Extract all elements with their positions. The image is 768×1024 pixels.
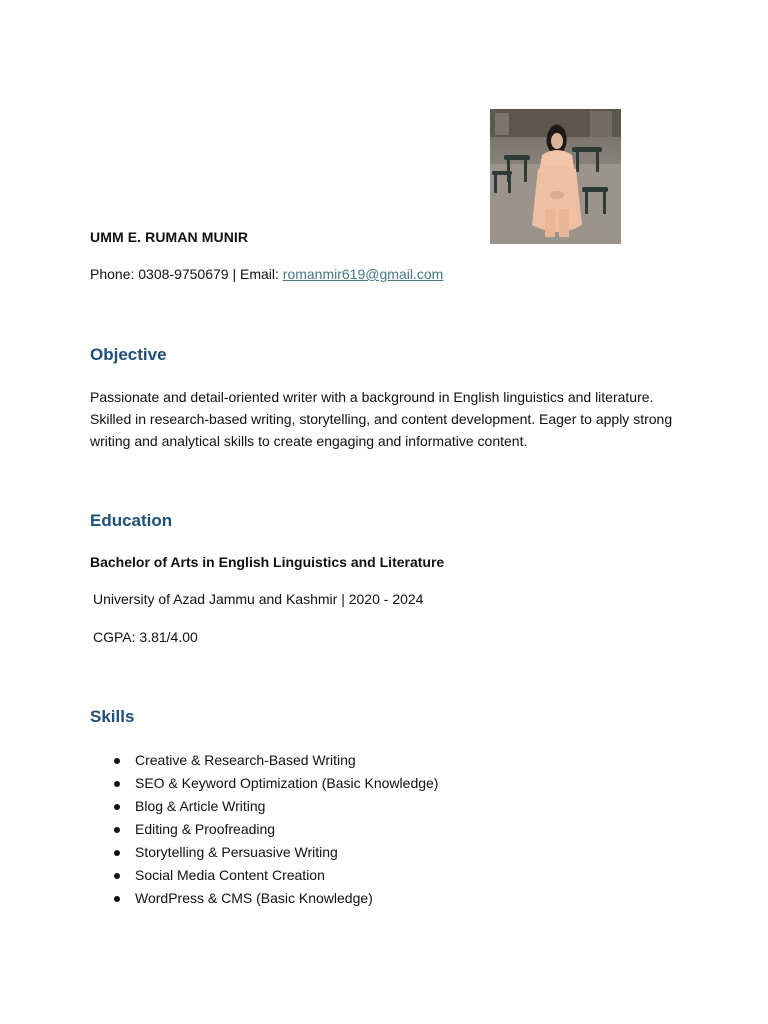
skill-item: Blog & Article Writing	[112, 795, 438, 818]
phone-text: Phone: 0308-9750679 | Email:	[90, 266, 283, 282]
email-link[interactable]: romanmir619@gmail.com	[282, 266, 444, 282]
objective-text: Passionate and detail-oriented writer with a background in English linguistics and literature. Skilled in research-based writing, storytelling, and content development. Eager to apply strong writing and analytical skills to create engaging and informative content.	[90, 389, 673, 449]
skill-item: Creative & Research-Based Writing	[112, 749, 438, 772]
contact-line	[90, 266, 443, 282]
skills-list	[112, 749, 438, 910]
candidate-name: UMM E. RUMAN MUNIR	[90, 229, 249, 245]
skill-item: Editing & Proofreading	[112, 818, 438, 841]
skill-item: Storytelling & Persuasive Writing	[112, 841, 438, 864]
profile-photo	[490, 109, 621, 244]
degree-title: Bachelor of Arts in English Linguistics and Literature	[90, 554, 445, 570]
skill-item: SEO & Keyword Optimization (Basic Knowledge)	[112, 772, 438, 795]
education-heading: Education	[90, 511, 173, 530]
skills-heading: Skills	[90, 707, 135, 726]
skill-item: WordPress & CMS (Basic Knowledge)	[112, 887, 438, 910]
university-line: University of Azad Jammu and Kashmir | 2020 - 2024	[93, 591, 424, 607]
objective-heading: Objective	[90, 345, 167, 364]
skill-item: Social Media Content Creation	[112, 864, 438, 887]
cgpa-line: CGPA: 3.81/4.00	[93, 629, 198, 645]
